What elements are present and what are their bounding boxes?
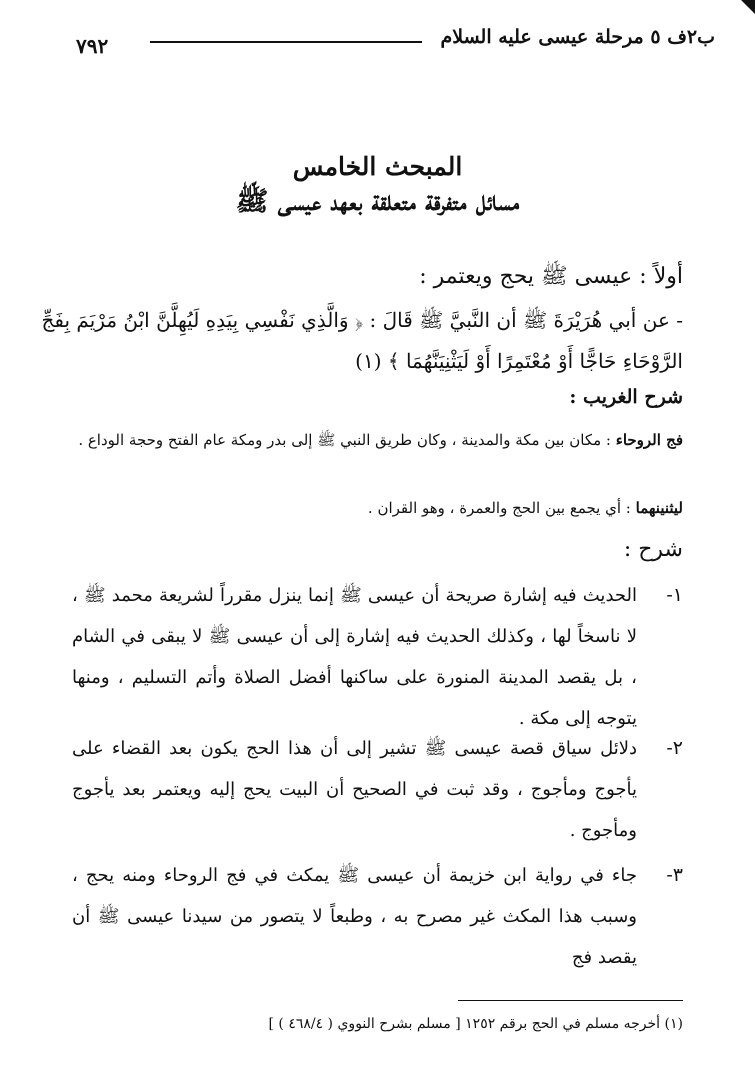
page-number: ٧٩٢ <box>76 34 109 58</box>
point-number: ١- <box>666 584 683 606</box>
point-text: الحديث فيه إشارة صريحة أن عيسى ﷺ إنما ينزل مقرراً لشريعة محمد ﷺ ، لا ناسخاً لها ، وكذلك الحديث فيه إشارة إلى أن عيسى ﷺ لا يبقى في الشام ، بل يقصد المدينة المنورة على ساكنها أفضل الصلاة وأتم التسليم ، ومنها يتوجه إلى مكة . <box>72 585 637 729</box>
point-text: دلائل سياق قصة عيسى ﷺ تشير إلى أن هذا الحج يكون بعد القضاء على يأجوج ومأجوج ، وقد ثبت في الصحيح أن البيت يحج إليه ويعتمر بعد يأجوج ومأجوج . <box>72 738 637 841</box>
sharh-point <box>72 728 683 851</box>
gloss-title: شرح الغريب : <box>569 386 683 408</box>
footnote-rule <box>458 1000 683 1001</box>
point-number: ٣- <box>666 864 683 886</box>
gloss-term: فج الروحاء <box>615 431 683 449</box>
header-rule <box>150 41 422 43</box>
hadith-line: - عن أبي هُرَيْرَةَ ﷺ أن النَّبيَّ ﷺ قَالَ : ﴿ وَالَّذِي نَفْسِي بِيَدِهِ لَيُهِلَّنَّ ابْنُ مَرْيَمَ بِفَجِّ <box>41 308 683 332</box>
sharh-point <box>72 855 683 978</box>
section-heading: أولاً : عيسى ﷺ يحج ويعتمر : <box>419 264 683 289</box>
page-corner-mark <box>741 0 755 14</box>
gloss-entry <box>68 425 683 455</box>
gloss-definition: : مكان بين مكة والمدينة ، وكان طريق النبي ﷺ إلى بدر ومكة عام الفتح وحجة الوداع . <box>78 431 611 449</box>
chapter-subtitle: مسائل متفرقة متعلقة بعهد عيسى ﷺ <box>235 186 520 217</box>
chapter-name: المبحث الخامس <box>292 152 463 181</box>
gloss-entry <box>68 493 683 523</box>
hadith-line: الرَّوْحَاءِ حَاجًّا أَوْ مُعْتَمِرًا أَوْ لَيَثْنِيَنَّهُمَا ﴾ (١) <box>355 349 683 373</box>
gloss-definition: : أي يجمع بين الحج والعمرة ، وهو القران . <box>367 499 631 517</box>
point-number: ٢- <box>666 737 683 759</box>
running-header-title: ب٢ف ٥ مرحلة عيسى عليه السلام <box>440 26 715 48</box>
footnote: (١) أخرجه مسلم في الحج برقم ١٢٥٢ [ مسلم بشرح النووي ( ٤٦٨/٤ ) ] <box>268 1016 683 1032</box>
sharh-point <box>72 575 683 739</box>
gloss-term: ليثنينهما <box>635 499 683 517</box>
sharh-title: شرح : <box>623 537 683 562</box>
point-text: جاء في رواية ابن خزيمة أن عيسى ﷺ يمكث في فج الروحاء ومنه يحج ، وسبب هذا المكث غير مصرح به ، وطبعاً لا يتصور من سيدنا عيسى ﷺ أن يقصد فج <box>72 865 637 968</box>
